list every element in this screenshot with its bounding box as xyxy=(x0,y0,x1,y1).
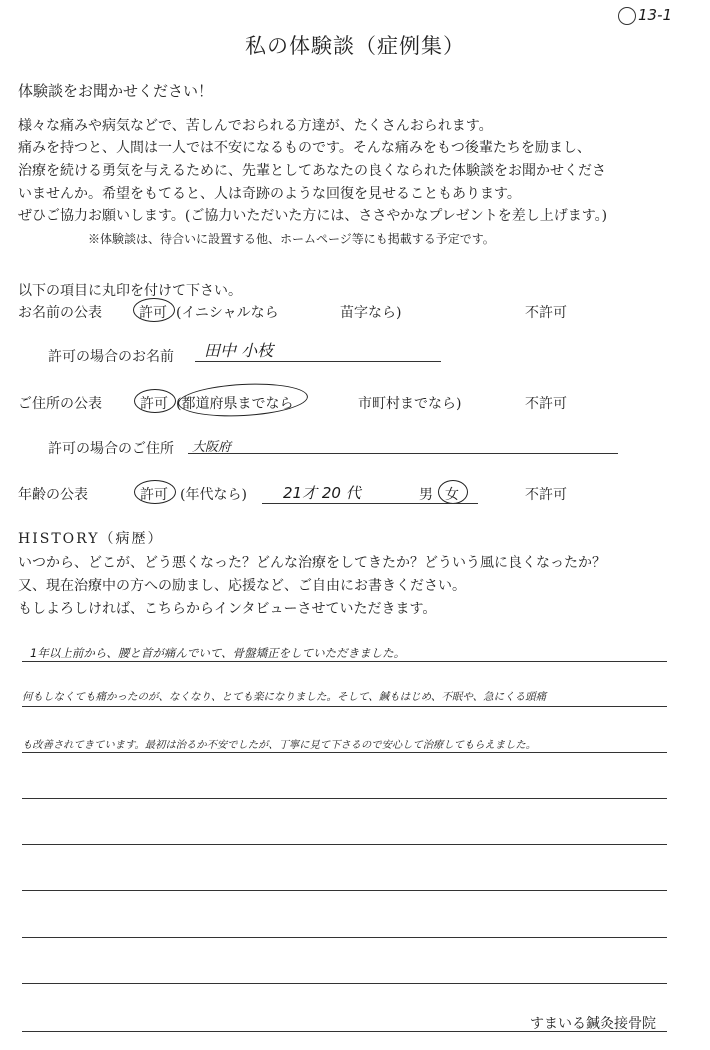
gender-male-option[interactable]: 男 xyxy=(419,487,433,503)
age-field-value[interactable]: 21才 20 代 xyxy=(283,484,361,502)
history-answer-line-1[interactable]: 1年以上前から、腰と首が痛んでいて、骨盤矯正をしていただきました。 xyxy=(30,646,406,660)
intro-line-1: 様々な痛みや病気などで、苦しんでおられる方達が、たくさんおられます。 xyxy=(18,118,493,134)
address-field-underline xyxy=(188,453,618,454)
gender-female-circle-mark xyxy=(438,480,468,504)
intro-note: ※体験談は、待合いに設置する他、ホームページ等にも掲載する予定です。 xyxy=(88,232,495,246)
answer-rule-2 xyxy=(22,706,667,707)
answer-rule-3 xyxy=(22,752,667,753)
address-allow-circle-mark xyxy=(134,389,176,413)
address-publish-label: ご住所の公表 xyxy=(18,396,102,412)
age-publish-label: 年齢の公表 xyxy=(18,487,88,503)
name-deny-option[interactable]: 不許可 xyxy=(525,305,567,321)
intro-heading: 体験談をお聞かせください！ xyxy=(18,82,214,100)
name-allow-option[interactable]: 許可 xyxy=(139,305,167,321)
history-prompt-1: いつから、どこが、どう悪くなった？どんな治療をしてきたか？どういう風に良くなったか？ xyxy=(18,555,606,571)
answer-rule-4 xyxy=(22,798,667,799)
name-field-value[interactable]: 田中 小枝 xyxy=(204,341,274,360)
age-field-underline xyxy=(262,503,478,504)
corner-mark-text: 13-1 xyxy=(638,6,673,24)
gender-female-option[interactable]: 女 xyxy=(445,487,459,503)
name-publish-label: お名前の公表 xyxy=(18,305,102,321)
answer-rule-7 xyxy=(22,937,667,938)
age-decade-option[interactable]: (年代なら) xyxy=(180,487,247,503)
address-allow-option[interactable]: 許可 xyxy=(140,396,168,412)
intro-line-2: 痛みを持つと、人間は一人では不安になるものです。そんな痛みをもつ後輩たちを励まし、 xyxy=(18,140,591,156)
address-city-option[interactable]: 市町村までなら) xyxy=(358,396,462,412)
history-answer-line-3[interactable]: も改善されてきています。最初は治るか不安でしたが、丁寧に見て下さるので安心して治療してもらえました。 xyxy=(22,739,537,751)
history-answer-line-2[interactable]: 何もしなくても痛かったのが、なくなり、とても楽になりました。そして、鍼もはじめ、不眠や、急にくる頭痛 xyxy=(22,691,547,703)
age-allow-option[interactable]: 許可 xyxy=(140,487,168,503)
answer-rule-8 xyxy=(22,983,667,984)
form-instruction: 以下の項目に丸印を付けて下さい。 xyxy=(18,283,242,299)
history-prompt-3: もしよろしければ、こちらからインタビューさせていただきます。 xyxy=(18,601,437,617)
answer-rule-9 xyxy=(22,1031,667,1032)
intro-line-5: ぜひご協力お願いします。(ご協力いただいた方には、ささやかなプレゼントを差し上げます。) xyxy=(18,208,608,224)
address-field-label: 許可の場合のご住所 xyxy=(48,441,174,457)
answer-rule-6 xyxy=(22,890,667,891)
age-deny-option[interactable]: 不許可 xyxy=(525,487,567,503)
corner-circle-glyph xyxy=(618,7,636,25)
name-field-underline xyxy=(195,361,441,362)
clinic-name: すまいる鍼灸接骨院 xyxy=(530,1016,656,1032)
name-allow-circle-mark xyxy=(133,298,175,322)
address-deny-option[interactable]: 不許可 xyxy=(525,396,567,412)
name-surname-option[interactable]: 苗字なら) xyxy=(340,305,402,321)
intro-line-4: いませんか。希望をもてると、人は奇跡のような回復を見せることもあります。 xyxy=(18,186,521,202)
history-heading: HISTORY（病歴） xyxy=(18,531,164,547)
address-prefecture-option[interactable]: (都道府県までなら xyxy=(176,396,294,412)
name-field-label: 許可の場合のお名前 xyxy=(48,349,174,365)
page-title: 私の体験談（症例集） xyxy=(245,34,465,58)
age-allow-circle-mark xyxy=(134,480,176,504)
intro-line-3: 治療を続ける勇気を与えるために、先輩としてあなたの良くなられた体験談をお聞かせくださ xyxy=(18,163,606,179)
answer-rule-1 xyxy=(22,661,667,662)
address-prefecture-circle-mark xyxy=(177,381,308,420)
history-prompt-2: 又、現在治療中の方への励まし、応援など、ご自由にお書きください。 xyxy=(18,578,466,594)
name-initials-option[interactable]: (イニシャルなら xyxy=(176,305,279,321)
address-field-value[interactable]: 大阪府 xyxy=(192,440,232,455)
answer-rule-5 xyxy=(22,844,667,845)
corner-mark xyxy=(618,6,672,25)
